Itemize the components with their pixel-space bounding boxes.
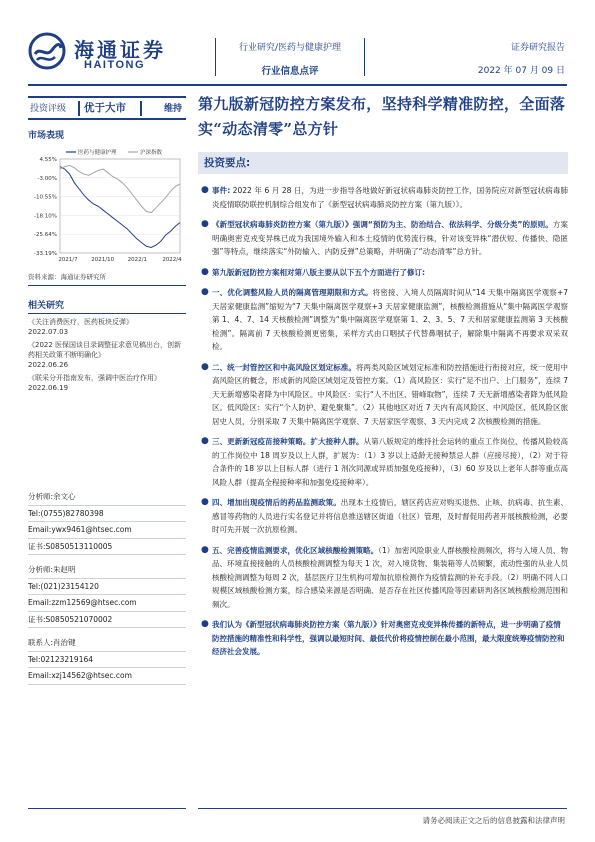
key-points-banner xyxy=(198,152,568,174)
revision-item-lead: 一、优化调整风险人员的隔离管理期限和方式。 xyxy=(212,288,373,297)
analyst-card xyxy=(28,562,186,628)
report-body xyxy=(198,184,568,659)
report-subcategory: 行业信息点评 xyxy=(261,66,319,77)
market-performance-chart xyxy=(28,145,186,265)
chart-y-tick-label: -33.19% xyxy=(34,251,57,257)
related-item-date: 2022.06.26 xyxy=(28,361,69,369)
bullet-icon: ● xyxy=(201,287,209,297)
rating-action: 维持 xyxy=(163,104,182,114)
bullet-icon: ● xyxy=(201,185,209,195)
chart-legend-label: 沪深指数 xyxy=(140,150,163,156)
paragraph-lead: 《新型冠状病毒肺炎防控方案（第九版）》强调“预防为主、防治结合、依法科学、分级分类”的原则。 xyxy=(212,220,553,229)
revisions-paragraph xyxy=(198,266,568,280)
market-performance-title: 市场表现 xyxy=(28,131,65,141)
header-rule xyxy=(28,84,567,86)
paragraph-text: 方案明确奥密克戎变异株已成为我国境外输入和本土疫情的优势流行株，针对该变异株“潜伏短、传播快、隐匿强”等特点，继续落实“外防输入、内防反弹”总策略，并明确了“动态清零”总方针。 xyxy=(212,220,569,256)
disclaimer-note: 请务必阅读正文之后的信息披露和法律声明 xyxy=(422,816,565,825)
event-paragraph xyxy=(198,184,568,211)
analyst-email[interactable]: Email:ywx9461@htsec.com xyxy=(28,522,186,539)
related-item-title[interactable]: 《2022 医保国谈目录调整征求意见稿出台，创新药相关政策不断明确化》 xyxy=(28,341,182,359)
analyst-card xyxy=(28,635,186,685)
related-item[interactable] xyxy=(28,340,186,370)
revision-item xyxy=(198,496,568,537)
rating-label: 投资评级 xyxy=(30,104,67,114)
logo-chinese-name: 海通证券 xyxy=(74,38,166,62)
revision-item-text: 将两类风险区域划定标准和防控措施进行衔接对应，统一使用中高风险区的概念，形成新的风险区域划定及管控方案。（1）高风险区：实行“足不出户、上门服务”，连续 7 天无新增感染者降为中风险区。中风险区：实行“人不出区、错峰取物”，连续 7 天无新增感染者降为低风险区。低风险区：实行“个人防护、避免聚集”。（2）其他地区对近 7 天内有高风险区、中风险区、低风险区旅居史人员，分别采取 7 天集中隔离医学观察、7 天居家医学观察、3 天内完成 2 次核酸检测的措施。 xyxy=(212,362,569,426)
sidebar-rule xyxy=(28,285,186,286)
haitong-logo-icon xyxy=(28,32,66,70)
revision-item-text: 出现本土疫情后，辖区药店应对购买退热、止咳、抗病毒、抗生素、感冒等药物的人员进行实名登记并将信息推送辖区街道（社区）管理，及时督促用药者开展核酸检测，必要时可先开展一次抗原检测。 xyxy=(212,498,569,534)
footer-rule xyxy=(198,808,567,809)
report-date: 2022 年 07 月 09 日 xyxy=(477,66,565,76)
conclusion-text: 我们认为《新型冠状病毒肺炎防控方案（第九版）》针对奥密克戎变异株传播的新特点，进一步明确了疫情防控措施的精准性和科学性，强调以最短时间、最低代价将疫情控制在最小范围，最大限度统筹疫情防控和经济社会发展。 xyxy=(212,620,565,656)
principle-paragraph xyxy=(198,218,568,259)
rating-separator xyxy=(140,101,142,116)
bullet-icon: ● xyxy=(201,497,209,507)
bullet-icon: ● xyxy=(201,266,209,277)
bullet-icon: ● xyxy=(201,436,209,446)
haitong-logo xyxy=(28,32,198,74)
sidebar xyxy=(28,96,186,393)
chart-series-line xyxy=(60,167,180,248)
revision-item xyxy=(198,361,568,429)
revision-item xyxy=(198,435,568,489)
related-item[interactable] xyxy=(28,373,186,393)
rating-separator xyxy=(78,101,80,116)
revision-item-text: 将密接、入境人员隔离时间从“14 天集中隔离医学观察+7 天居家健康监测”缩短为“7 天集中隔离医学观察+3 天居家健康监测”，核酸检测措施从“集中隔离医学观察第 1、4、7、14 天核酸检测”调整为“集中隔离医学观察第 1、2、3、5、7 天和居家健康监测第 3 天核酸检测”。隔离前 7 天核酸检测更密集，采样方式由口咽拭子代替鼻咽拭子，解除集中隔离不再要求双采双检。 xyxy=(212,288,569,351)
analyst-cert: 证书:S0850521070002 xyxy=(28,612,186,629)
revision-item xyxy=(198,286,568,354)
paragraph-text: 2022 年 6 月 28 日，为进一步指导各地做好新冠状病毒肺炎防控工作，国务院应对新型冠状病毒肺炎疫情联防联控机制综合组发布了《新型冠状病毒肺炎防控方案（第九版）》。 xyxy=(212,186,568,209)
related-item-title[interactable]: 《联采分开指南发布，强调中医治疗作用》 xyxy=(28,374,161,382)
analyst-email[interactable]: Email:xzj14562@htsec.com xyxy=(28,668,186,685)
analyst-cert: 证书:S0850513110005 xyxy=(28,539,186,556)
bullet-icon: ● xyxy=(201,361,209,372)
chart-y-tick-label: -3.00% xyxy=(37,175,57,182)
chart-x-tick-label: 2022/1 xyxy=(127,257,148,263)
analyst-card xyxy=(28,489,186,555)
analyst-name: 分析师:余文心 xyxy=(28,489,186,506)
bullet-icon: ● xyxy=(201,544,209,555)
analyst-contacts xyxy=(28,489,186,692)
related-research-title: 相关研究 xyxy=(28,301,65,311)
chart-y-tick-label: -18.10% xyxy=(34,213,57,220)
revision-item xyxy=(198,544,568,612)
footer-rule xyxy=(28,808,186,809)
analyst-tel: Tel:02123219164 xyxy=(28,652,186,669)
key-points-label: 投资要点: xyxy=(204,157,251,169)
analyst-name: 联系人:肖治键 xyxy=(28,635,186,652)
related-research xyxy=(28,298,186,393)
chart-frame xyxy=(60,159,180,253)
revision-item-lead: 二、统一封管控区和中高风险区划定标准。 xyxy=(212,362,356,372)
revision-item-text: （1）加密风险职业人群核酸检测频次，将与入境人员、物品、环境直接接触的人员核酸检测调整为每天 1 次，对入境货物、集装箱等人员频繁，流动性强的从业人员核酸检测调整为每周 2 次，基层医疗卫生机构可增加抗原检测作为疫情监测的补充手段。（2）明确不同人口规模区域核酸检测方案，综合感染来源是否明确、是否存在社区传播风险等因素研判各区域核酸检测范围和频次。 xyxy=(212,545,568,609)
revision-item-text: 从第八版规定的维持社会运转的重点工作岗位、传播风险较高的工作岗位中 18 周岁及以上人群，扩展为：（1）3 岁以上适龄无接种禁忌人群（应接尽接），（2）对于符合条件的 18 岁以上目标人群（进行 1 剂次同源或异质加强免疫接种），（3）60 岁及以上老年人群等重点高风险人群（提高全程接种率和加强免疫接种率）。 xyxy=(212,437,569,487)
analyst-email[interactable]: Email:zzm12569@htsec.com xyxy=(28,595,186,612)
chart-x-tick-label: 2022/4 xyxy=(162,257,182,263)
report-category: 行业研究/医药与健康护理 xyxy=(238,43,342,53)
revision-item-lead: 三、更新新冠疫苗接种策略。扩大接种人群。 xyxy=(212,437,364,446)
header-divider xyxy=(364,38,365,76)
paragraph-lead: 事件: xyxy=(212,186,231,195)
analyst-tel: Tel:(021)23154120 xyxy=(28,579,186,596)
report-type: 证券研究报告 xyxy=(510,43,565,53)
chart-source: 资料来源：海通证券研究所 xyxy=(28,273,106,281)
revision-list xyxy=(198,286,568,611)
sidebar-rule xyxy=(28,313,186,314)
chart-y-tick-label: -10.55% xyxy=(34,194,57,201)
related-item-date: 2022.06.19 xyxy=(28,384,69,392)
analyst-tel: Tel:(0755)82780398 xyxy=(28,506,186,523)
revision-item-lead: 四、增加出现疫情后的药品监测政策。 xyxy=(212,498,341,507)
related-item[interactable] xyxy=(28,317,186,337)
bullet-icon: ● xyxy=(201,219,209,229)
rating-value: 优于大市 xyxy=(84,102,126,114)
report-headline: 第九版新冠防控方案发布，坚持科学精准防控，全面落实“动态清零”总方针 xyxy=(198,95,566,138)
header-divider xyxy=(215,38,216,76)
investment-rating xyxy=(28,96,186,120)
conclusion-paragraph xyxy=(198,618,568,659)
chart-y-tick-label: -25.64% xyxy=(34,232,57,239)
chart-x-tick-label: 2021/10 xyxy=(91,257,115,263)
related-item-title[interactable]: 《关注消费医疗，医药板块反弹》 xyxy=(28,318,133,326)
paragraph-lead: 第九版新冠防控方案相对第八版主要从以下五个方面进行了修订: xyxy=(212,267,425,277)
logo-english-name: HAITONG xyxy=(84,59,146,71)
bullet-icon: ● xyxy=(201,619,209,629)
chart-y-tick-label: 4.55% xyxy=(39,157,57,163)
chart-legend-label: 医药与健康护理 xyxy=(78,150,117,156)
market-chart-svg xyxy=(28,145,186,265)
report-header xyxy=(0,0,595,88)
revision-item-lead: 五、完善疫情监测要求，优化区域核酸检测策略。 xyxy=(212,545,379,555)
chart-series-line xyxy=(60,165,180,212)
analyst-name: 分析师:朱赵明 xyxy=(28,562,186,579)
main-content xyxy=(198,92,568,659)
related-item-date: 2022.07.03 xyxy=(28,328,69,336)
chart-x-tick-label: 2021/7 xyxy=(58,257,78,263)
